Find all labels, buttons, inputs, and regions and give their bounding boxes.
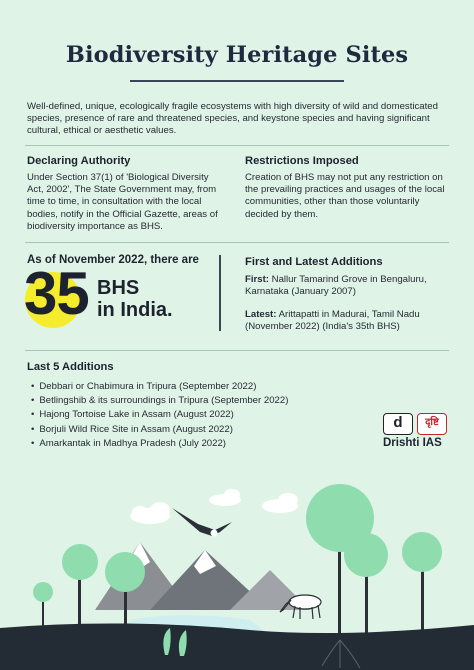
list-item: • Hajong Tortoise Lake in Assam (August 2022)	[31, 408, 331, 422]
cloud-icon	[209, 489, 241, 506]
cloud-icon	[262, 493, 298, 513]
list-item: • Betlingshib & its surroundings in Tripura (September 2022)	[31, 394, 331, 408]
eagle-icon	[172, 508, 232, 537]
logo-devanagari: दृष्टि	[425, 417, 439, 428]
logo-letter: d	[393, 414, 403, 431]
divider-mid	[25, 242, 449, 243]
first-text: Nallur Tamarind Grove in Bengaluru, Karnataka (January 2007)	[245, 274, 427, 298]
restrictions-heading: Restrictions Imposed	[245, 155, 359, 167]
bhs-count: 35	[24, 260, 89, 327]
last5-heading: Last 5 Additions	[27, 361, 114, 373]
logo-text: Drishti IAS	[383, 437, 442, 449]
list-item: • Debbari or Chabimura in Tripura (September 2022)	[31, 380, 331, 394]
cloud-icon	[130, 502, 170, 524]
tree-icon	[33, 582, 53, 628]
ground	[0, 623, 474, 670]
latest-label: Latest:	[245, 309, 277, 320]
latest-addition	[245, 309, 455, 333]
title-underline	[130, 80, 344, 82]
vertical-divider	[219, 255, 221, 331]
tree-icon	[344, 533, 388, 640]
list-item: • Amarkantak in Madhya Pradesh (July 2022)	[31, 437, 331, 451]
as-of-text: As of November 2022, there are	[27, 254, 199, 266]
last5-list	[31, 380, 331, 451]
restrictions-text: Creation of BHS may not put any restriction on the prevailing practices and usages of the local communities, other than those voluntarily decided by them.	[245, 172, 445, 220]
latest-text: Arittapatti in Madurai, Tamil Nadu (November 2022) (India's 35th BHS)	[245, 309, 420, 333]
declaring-heading: Declaring Authority	[27, 155, 131, 167]
logo-d-box	[383, 413, 413, 435]
list-item: • Borjuli Wild Rice Site in Assam (August 2022)	[31, 423, 331, 437]
first-label: First:	[245, 274, 269, 285]
tree-icon	[402, 532, 442, 640]
additions-heading: First and Latest Additions	[245, 256, 383, 268]
page-title: Biodiversity Heritage Sites	[65, 42, 409, 68]
divider-top	[25, 145, 449, 146]
landscape-illustration	[0, 470, 474, 670]
in-india-label: in India.	[97, 299, 173, 321]
first-addition	[245, 274, 455, 298]
divider-bottom	[25, 350, 449, 351]
tree-icon	[62, 544, 98, 630]
intro-paragraph: Well-defined, unique, ecologically fragile ecosystems with high diversity of wild and domesticated species, presence of rare and threatened species, and keystone species and having significant cultural, ethical or aesthetic values.	[27, 101, 438, 136]
declaring-text: Under Section 37(1) of 'Biological Diversity Act, 2002', The State Government may, from time to time, in consultation with the local bodies, notify in the Official Gazette, areas of biodiversity importance as BHS.	[27, 172, 218, 232]
bhs-label: BHS	[97, 277, 140, 299]
logo-hindi-box	[417, 413, 447, 435]
